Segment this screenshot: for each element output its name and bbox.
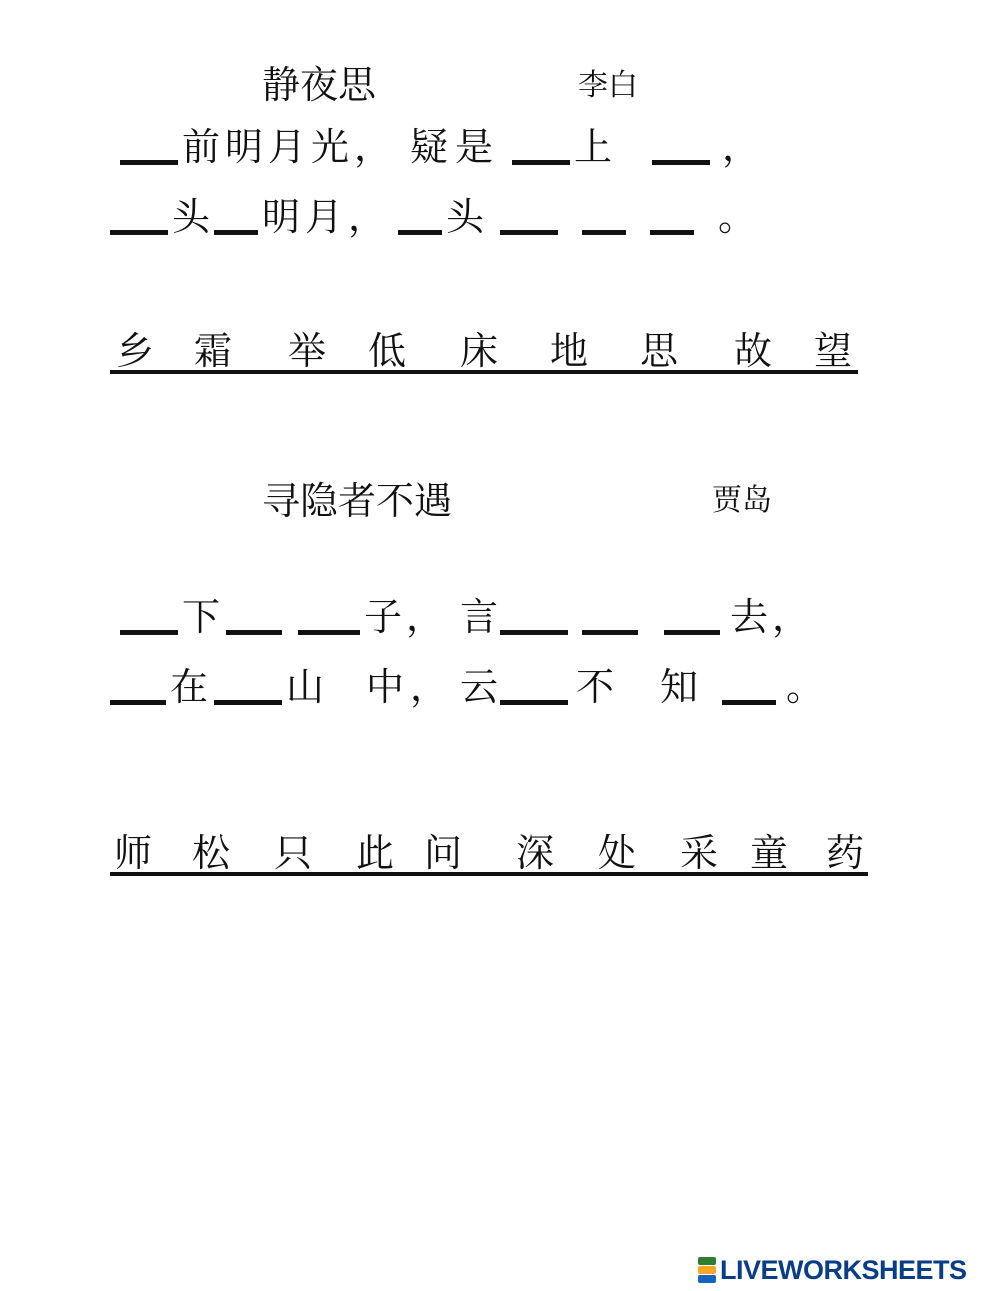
word-bank-char[interactable]: 床: [460, 329, 499, 373]
answer-blank[interactable]: [582, 230, 626, 235]
answer-blank[interactable]: [398, 230, 442, 235]
word-bank-char[interactable]: 只: [274, 831, 313, 875]
poem-punctuation: ，: [354, 125, 393, 169]
word-bank-char[interactable]: 童: [750, 831, 789, 875]
word-bank-char[interactable]: 采: [680, 831, 719, 875]
poem-char: 上: [574, 125, 613, 169]
answer-blank[interactable]: [722, 700, 776, 705]
poem-char: 下: [182, 595, 221, 639]
poem-char: 头: [446, 195, 485, 239]
poem-punctuation: ，: [348, 195, 387, 239]
liveworksheets-logo: [698, 1255, 967, 1285]
poem1-title: 静夜思: [262, 63, 377, 107]
word-bank-char[interactable]: 师: [114, 831, 153, 875]
poem-punctuation: ，: [406, 595, 445, 639]
answer-blank[interactable]: [298, 630, 360, 635]
poem-char: 疑: [410, 125, 449, 169]
poem-char: 山: [286, 665, 325, 709]
liveworksheets-brand-text: LIVEWORKSHEETS: [720, 1254, 967, 1285]
answer-blank[interactable]: [214, 230, 258, 235]
poem-char: 去: [730, 595, 769, 639]
poem-char: 知: [660, 665, 699, 709]
word-bank-char[interactable]: 霜: [194, 329, 233, 373]
poem-char: 头: [172, 195, 211, 239]
answer-blank[interactable]: [120, 160, 178, 165]
word-bank-char[interactable]: 处: [598, 831, 637, 875]
poem-punctuation: ，: [722, 125, 761, 169]
poem-char: 在: [170, 665, 209, 709]
answer-blank[interactable]: [512, 160, 570, 165]
word-bank-char[interactable]: 药: [826, 831, 865, 875]
poem-char: 明: [225, 125, 264, 169]
word-bank-char[interactable]: 深: [516, 831, 555, 875]
poem-char: 言: [460, 595, 499, 639]
answer-blank[interactable]: [650, 230, 694, 235]
word-bank-char[interactable]: 举: [288, 329, 327, 373]
liveworksheets-logo-icon: [698, 1257, 716, 1283]
answer-blank[interactable]: [500, 230, 558, 235]
poem-punctuation: 。: [786, 665, 825, 709]
word-bank-char[interactable]: 此: [356, 831, 395, 875]
poem-char: 不: [576, 665, 615, 709]
poem-char: 云: [460, 665, 499, 709]
poem-char: 月: [305, 195, 344, 239]
word-bank-char[interactable]: 低: [368, 329, 407, 373]
word-bank-underline: [110, 872, 868, 876]
poem1-author: 李白: [578, 68, 638, 103]
poem-punctuation: ，: [410, 665, 449, 709]
poem-char: 明: [262, 195, 301, 239]
answer-blank[interactable]: [500, 630, 568, 635]
poem2-title: 寻隐者不遇: [262, 479, 453, 523]
poem-punctuation: 。: [718, 195, 757, 239]
answer-blank[interactable]: [500, 700, 568, 705]
poem2-author: 贾岛: [712, 483, 772, 518]
answer-blank[interactable]: [582, 630, 638, 635]
word-bank-char[interactable]: 思: [640, 329, 679, 373]
word-bank-underline: [110, 370, 858, 374]
answer-blank[interactable]: [226, 630, 282, 635]
answer-blank[interactable]: [120, 630, 178, 635]
word-bank-char[interactable]: 松: [192, 831, 231, 875]
poem-char: 是: [455, 125, 494, 169]
poem-char: 月: [268, 125, 307, 169]
poem-char: 光: [311, 125, 350, 169]
word-bank-char[interactable]: 乡: [116, 329, 155, 373]
word-bank-char[interactable]: 地: [550, 329, 589, 373]
word-bank-char[interactable]: 问: [424, 831, 463, 875]
poem-char: 中: [366, 665, 405, 709]
answer-blank[interactable]: [110, 700, 166, 705]
answer-blank[interactable]: [652, 160, 710, 165]
answer-blank[interactable]: [214, 700, 282, 705]
poem-punctuation: ，: [772, 595, 811, 639]
answer-blank[interactable]: [110, 230, 168, 235]
poem-char: 前: [182, 125, 221, 169]
poem-char: 子: [364, 595, 403, 639]
word-bank-char[interactable]: 故: [734, 329, 773, 373]
word-bank-char[interactable]: 望: [814, 329, 853, 373]
answer-blank[interactable]: [664, 630, 720, 635]
